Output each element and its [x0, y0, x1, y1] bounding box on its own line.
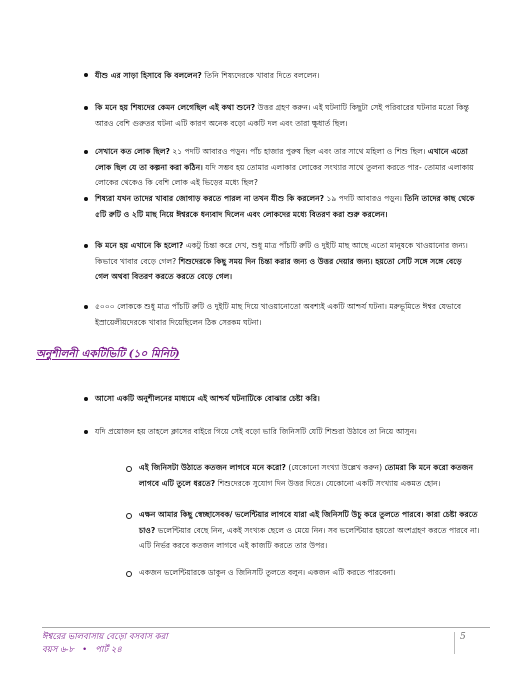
- sub-bullet: [126, 466, 132, 472]
- bullet: [84, 430, 88, 434]
- answer-text: উত্তর গ্রহণ করুন। এই ঘটনাটি কিছুটা সেই পরিবারের ঘটনার মতো কিন্তু আরও বেশি গুরুতর ঘটনা এটি কারণ অনেক বড়ো একটি দল এবং তারা ক্ষুধার্ত ছিল।: [95, 103, 469, 128]
- footer-separator: •: [82, 645, 88, 655]
- list-item: [95, 68, 475, 84]
- footer: [42, 631, 168, 657]
- answer-text: ১৯ পদটি আবারও পড়ুন।: [326, 194, 402, 203]
- answer-text: (যেকোনো সংখ্যা উল্লেখ করুন): [288, 463, 383, 472]
- footer-part: পার্ট ২৪: [95, 645, 122, 655]
- activity-text: আসো একটি অনুশীলনের মাধ্যমে এই আশ্চর্য ঘটনাটিকে বোঝার চেষ্টা করি।: [95, 394, 320, 403]
- question-text: এক্ষন আমার কিছু স্বেচ্ছাসেবক/ ভলেন্টিয়ার লাগবে যারা এই জিনিসটি উচু করে তুলতে পারবে। কারা চেষ্টা করতে চাও?: [139, 510, 478, 535]
- answer-text: শিশুদেরকে সুযোগ দিন উত্তর দিতে। যেকোনো একটি সংখ্যায় একমত হোন।: [217, 478, 441, 488]
- sub-bullet: [126, 571, 132, 577]
- bullet: [84, 305, 88, 309]
- answer-text: একজন ভলেন্টিয়ারকে ডাকুন ও জিনিসটি তুলতে বলুন। একজন এটি করতে পারবেনা।: [139, 568, 396, 577]
- list-item: [95, 191, 475, 222]
- question-text: তোমরা কি মনে করো কতজন লাগবে এটি তুলে ধরতে?: [139, 463, 474, 488]
- activity-item: [95, 424, 475, 440]
- list-item: [95, 299, 475, 330]
- sub-item: [139, 565, 484, 581]
- bullet: [84, 197, 88, 201]
- sub-item: [139, 507, 484, 554]
- question-text: কি মনে হয় শিষ্যদের কেমন লেগেছিল এই কথা শুনে?: [95, 103, 256, 112]
- question-text: এই জিনিসটা উঠাতে কতজন লাগবে মনে করো?: [139, 463, 286, 472]
- section-title: অনুশীলনী একটিভিটি (১০ মিনিট): [36, 348, 180, 360]
- list-item: [95, 238, 475, 285]
- footer-divider: [42, 627, 490, 628]
- answer-text: ৫০০০ লোককে শুধু মাত্র পাঁচটি রুটি ও দুইটি মাছ দিয়ে খাওয়ানোতো অবশ্যই একটি আশ্চর্য ঘটনা। মরুভূমিতে ঈশ্বর যেভাবে ইস্রায়েলীয়দেরকে খাবার দিয়েছিলেন ঠিক সেরকম ঘটনা।: [95, 302, 462, 327]
- question-text: শিষ্যরা যখন তাদের খাবার জোগাড় করতে পারল না তখন যীশু কি করলেন?: [95, 194, 325, 203]
- answer-text: ভলেন্টিয়ার বেছে নিন, একই সংখ্যক ছেলে ও মেয়ে নিন। সব ভলেন্টিয়ার হয়তো অংশগ্রহণ করতে পারবে না। এটি নির্ভর করবে কতজন লাগবে এই কাজটি করতে তার উপর।: [139, 525, 480, 550]
- activity-text: যদি প্রয়োজন হয় তাহলে ক্লাসের বাইরে গিয়ে সেই বড়ো ভারি জিনিসটি যেটি শিশুরা উঠাবে তা নিয়ে আসুন।: [95, 427, 417, 436]
- bullet: [84, 397, 88, 401]
- sub-item: [139, 460, 484, 491]
- bullet: [84, 106, 88, 110]
- list-item: [95, 144, 475, 191]
- answer-bold-text: শিশুদেরকে কিছু সময় দিন চিন্তা করার জন্য ও উত্তর দেয়ার জন্য। হয়তো সেটি সঙ্গে সঙ্গে বেড়ে গেল অথবা বিতরণ করতে করতে বেড়ে গেল।: [95, 256, 462, 281]
- answer-text: একটু চিন্তা করে দেখ, শুধু মাত্র পাঁচটি রুটি ও দুইটি মাছ আছে এতো মানুষকে খাওয়ানোর জন্য। কিভাবে খাবার বেড়ে গেল?: [95, 241, 468, 266]
- bullet: [84, 73, 88, 77]
- bullet: [84, 150, 88, 154]
- answer-text: তিনি শিষ্যদেরকে খাবার দিতে বললেন।: [204, 71, 320, 80]
- footer-subtitle: [42, 644, 168, 657]
- question-text: যীশু এর সাড়া হিসাবে কি বললেন?: [95, 71, 202, 80]
- answer-text: ২১ পদটি আবারও পড়ুন। পাঁচ হাজার পুরুষ ছিল এবং তার সাথে মহিলা ও শিশু ছিল।: [172, 147, 426, 156]
- answer-text: যদি সম্ভব হয় তোমার এলাকার লোকের সংখ্যার সাথে তুলনা করতে পার- তোমার এলাকায় লোকের থেকেও কি বেশি লোক এই ভিড়ের মধ্যে ছিল?: [95, 162, 474, 187]
- question-text: সেখানে কত লোক ছিল?: [95, 147, 170, 156]
- list-item: [95, 100, 475, 131]
- answer-bold-text: তিনি তাদের কাছ থেকে ৫টি রুটি ও ২টি মাছ নিয়ে ঈশ্বরকে ধন্যবাদ দিলেন এবং লোকদের মধ্যে বিতরণ করা শুরু করলেন।: [95, 194, 475, 219]
- footer-age: বয়স ৬-৮: [42, 645, 74, 655]
- footer-title: ঈশ্বরের ভালবাসায় বেড়ো বসবাস করা: [42, 632, 168, 642]
- page-number: 5: [460, 632, 466, 642]
- question-text: কি মনে হয় এখানে কি হলো?: [95, 241, 184, 250]
- page-number-divider: [454, 632, 455, 654]
- bullet: [84, 244, 88, 248]
- activity-item: [95, 391, 475, 407]
- answer-bold-text: এখানে এতো লোক ছিল যে তা কল্পনা করা কঠিন।: [95, 147, 468, 172]
- sub-bullet: [126, 513, 132, 519]
